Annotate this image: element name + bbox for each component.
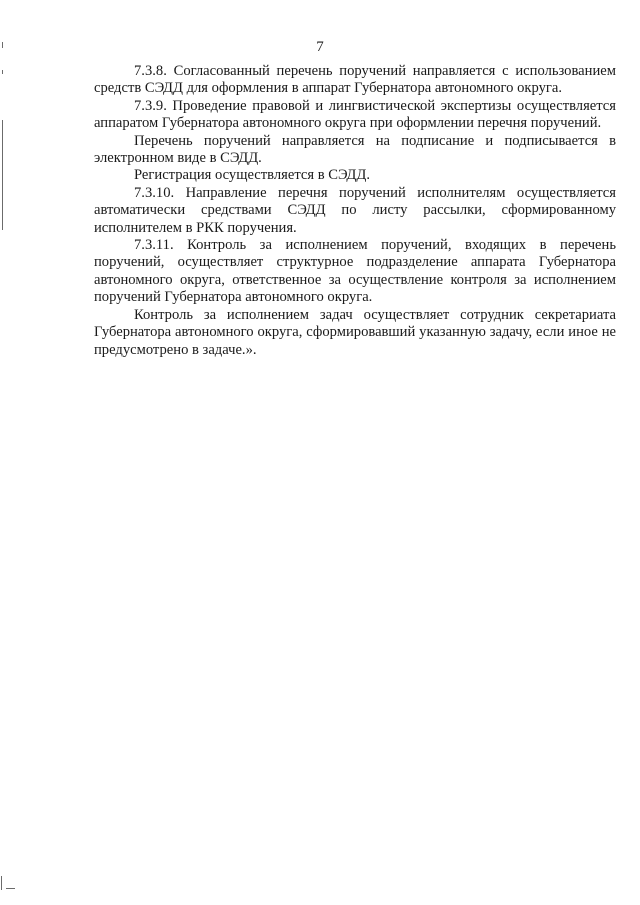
paragraph-signing: Перечень поручений направляется на подписание и подписывается в электронном виде в СЭДД.: [94, 132, 616, 167]
page-number: 7: [316, 39, 324, 55]
scan-artifact: [2, 70, 3, 74]
paragraph-7-3-11: 7.3.11. Контроль за исполнением поручений, входящих в перечень поручений, осуществляет структурное подразделение аппарата Губернатора автономного округа, ответственное за осуществление контроля за исполнением поручений Губернатора автономного округа.: [94, 237, 616, 306]
paragraph-task-control: Контроль за исполнением задач осуществляет сотрудник секретариата Губернатора автономного округа, сформировавший указанную задачу, если иное не предусмотрено в задаче.».: [94, 306, 616, 358]
scan-artifact: [6, 888, 15, 889]
scan-artifact: [2, 120, 3, 230]
paragraph-7-3-10: 7.3.10. Направление перечня поручений исполнителям осуществляется автоматически средствами СЭДД по листу рассылки, сформированному исполнителем в РКК поручения.: [94, 184, 616, 236]
paragraph-registration: Регистрация осуществляется в СЭДД.: [134, 167, 370, 184]
scan-artifact: [1, 876, 2, 890]
paragraph-7-3-8: 7.3.8. Согласованный перечень поручений направляется с использованием средств СЭДД для оформления в аппарат Губернатора автономного округа.: [94, 63, 616, 97]
document-body: [94, 63, 616, 359]
paragraph-7-3-9: 7.3.9. Проведение правовой и лингвистической экспертизы осуществляется аппаратом Губернатора автономного округа при оформлении перечня поручений.: [94, 97, 616, 132]
